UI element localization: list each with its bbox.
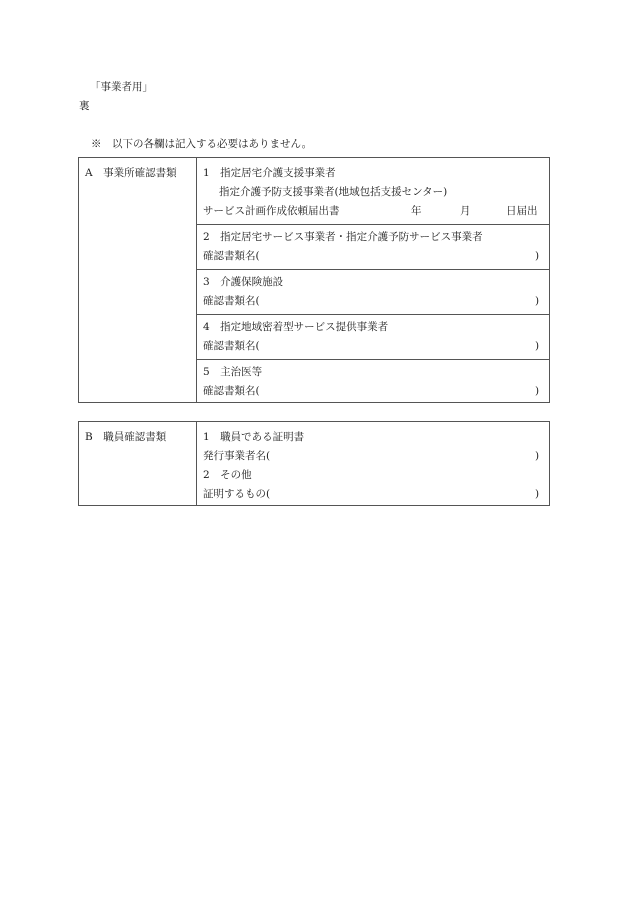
a-item-3-doc-label: 確認書類名( — [203, 295, 260, 307]
a-item-5-doc-label: 確認書類名( — [203, 385, 260, 397]
a-item-2-close-paren: ) — [535, 250, 540, 262]
row-divider — [196, 224, 549, 225]
a-item-2-doc-label: 確認書類名( — [203, 250, 260, 262]
a-item-1-year: 年 — [411, 205, 422, 217]
a-item-3-title: 3 介護保険施設 — [203, 276, 284, 288]
business-confirmation-table — [78, 157, 550, 403]
a-item-2-title: 2 指定居宅サービス事業者・指定介護予防サービス事業者 — [203, 231, 483, 243]
row-divider — [196, 314, 549, 315]
a-item-1-day: 日届出 — [506, 205, 538, 217]
section-b-label: B 職員確認書類 — [85, 431, 167, 443]
row-divider — [196, 269, 549, 270]
a-item-5-title: 5 主治医等 — [203, 366, 263, 378]
b-item-1-close-paren: ) — [535, 450, 540, 462]
staff-confirmation-table — [78, 421, 550, 506]
a-item-1-subtitle: 指定介護予防支援事業者(地域包括支援センター) — [219, 186, 448, 198]
a-item-4-title: 4 指定地域密着型サービス提供事業者 — [203, 321, 389, 333]
row-divider — [196, 359, 549, 360]
instruction-note: ※ 以下の各欄は記入する必要はありません。 — [91, 138, 313, 150]
b-item-2-title: 2 その他 — [203, 469, 252, 481]
a-item-5-close-paren: ) — [535, 385, 540, 397]
b-item-2-close-paren: ) — [535, 488, 540, 500]
b-item-1-title: 1 職員である証明書 — [203, 431, 305, 443]
a-item-1-month: 月 — [460, 205, 471, 217]
page-side-label: 裏 — [79, 100, 90, 112]
a-item-3-close-paren: ) — [535, 295, 540, 307]
a-item-1-title: 1 指定居宅介護支援事業者 — [203, 167, 336, 179]
section-a-label-cell — [79, 158, 197, 402]
a-item-4-doc-label: 確認書類名( — [203, 340, 260, 352]
b-item-1-issuer-label: 発行事業者名( — [203, 450, 271, 462]
section-a-label: A 事業所確認書類 — [85, 167, 177, 179]
a-item-1-form-name: サービス計画作成依頼届出書 — [203, 205, 340, 217]
a-item-4-close-paren: ) — [535, 340, 540, 352]
b-item-2-proof-label: 証明するもの( — [203, 488, 271, 500]
form-type-label: 「事業者用」 — [90, 81, 153, 93]
section-b-label-cell — [79, 422, 197, 505]
